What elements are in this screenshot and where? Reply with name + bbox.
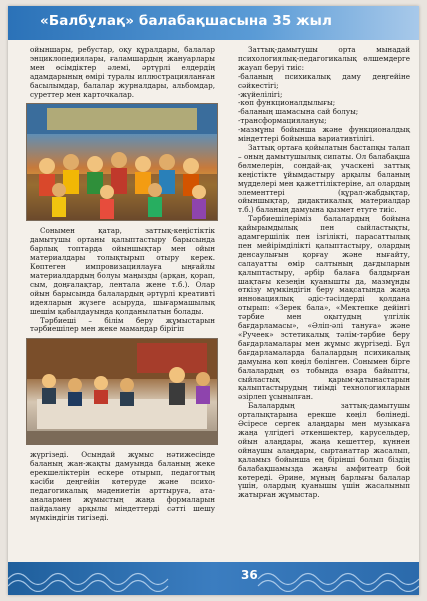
list-item: -трансформациялануы; — [238, 116, 327, 126]
left-paragraph-4: жүргізеді. Осындай жұмыс нәтижесінде баланың жан-жақты дамуында баланың жеке ерекшеліктерін ескере отырып, педагогтың кәсіби деңгейін көтеруде және психо-педагогикалық мәдениетін арттыруға, ата-аналармен жұмыстың жаңа формаларын пайдалану арқылы міндеттерді сәтті шешу мүмкіндігін тигізеді. — [30, 450, 215, 522]
right-paragraph-2: Заттық ортаға қойылатын бастапқы талап – оның дамытушылық сипаты. Ол балабақша бөлмелерін, сондай-ақ учаскені заттық кеңістікте ұйымдастыру арқылы баланың мүдделері мен қажеттіліктеріне, ал олардың элементтері (құрал-жабдықтар, ойыншықтар, дидактикалық материалдар т.б.) баланың дамуына қызмет етуге тиіс. — [238, 142, 410, 215]
page-number: 36 — [241, 568, 258, 582]
photo-children-table — [26, 338, 218, 445]
photo-children-stage — [26, 103, 218, 221]
left-paragraph-1: ойыншары, ребустар, оқу құралдары, балалар энциклопедиялары, ғаламшардың жануарлары мен өсімдіктер әлемі, әртүрлі елдердің адамдарының өмірі туралы иллюстрацияланған басылымдар, балалар журналдары, альбомдар, суреттер мен карточкалар. — [30, 45, 215, 99]
list-item: -мазмұны бойынша және функционалдық міндеттері бойынша вариативтілігі. — [238, 125, 410, 144]
list-item: -баланың психикалық даму деңгейіне сәйкестігі; — [238, 71, 410, 90]
ornament-pattern — [8, 566, 419, 592]
right-paragraph-1: Заттық-дамытушы орта мынадай психологиялық-педагогикалық өлшемдерге жауап беруі тиіс: — [238, 45, 410, 72]
right-column — [238, 46, 410, 500]
left-paragraph-3: Тәрбиеші – білім беру жұмыстарын тәрбиешілер мен жеке мамандар бірігіп — [30, 315, 215, 334]
list-item: -баланың шамасына сай болуы; — [238, 107, 359, 117]
page-title: «Балбұлақ» балабақшасына 35 жыл — [40, 13, 332, 29]
left-column — [30, 46, 215, 523]
right-paragraph-4: Балалардың заттық-дамытушы орталықтарына ерекше көңіл бөлінеді. Әсіресе сергек алаңдары мен музыкаға жаңа үлгідегі әткеншектер, карусельдер, ойын алаңдары, жаңа кешеттер, күннен ойнаушы алаңдары, сыртанаттар жасалып, қаламыз бойынша ең бірінші болып біздің балабақшамызда жаңғы амфитеатр бой көтереді. Әрине, мұның барлығы балалар үшін, олардың қуанышы үшін жасалынып жатырған жұмыстар. — [238, 401, 410, 500]
list-item: -жүйелілігі; — [238, 89, 283, 99]
right-paragraph-3: Тәрбиешілеріміз балалардың бойына қайырымдылық пен сыйластықты, адамгершілік пен ізгілікті, парасаттылық пен мейірімділікті қалыптастыру, олардың денсаулығын қорғау және нығайту, салауатты өмір салтының дағдыларын қалыптастыру, әрбір балаға балдырған шақтағы кезеңін қуанышты да, мазмұнды өткізу мүмкіндігін беру мақсатында жаңа инновациялық әдіс-тәсілдерді қолдана отырып: «Зерек бала», «Мектепке дейінгі тәрбие мен оқытудың үлгілік бағдарламасы», «Әліп-әлі тануға» және «Ручеек» эстетикалық тәлім-тәрбие беру бағдарламалары мен жұмыс жүргізеді. Бұл бағдарламаларда балалардың психикалық дамуына көп көңіл бөлінген. Сонымен бірге балалардың өз тобында өзара байыпты, сыйластық қарым-қатынастарын қалыптастырудың тиімді технологияларын әзірлеп ұсынылған. — [238, 214, 410, 402]
magazine-page — [8, 6, 419, 595]
left-paragraph-2: Сонымен қатар, заттық-кеңістіктік дамытушы ортаны қалыптастыру барысында барлық топтарда ойыншықтар мен ойын материалдары толықтырып отыру керек. Көптеген импровизациялауға ыңғайлы материалдардың болуы маңызды (арқан, қорап, сым, доңғалақтар, лентала жене т.б.). Олар ойын барысында балалардың әртүрлі креативті идеяларын жүзеге асыруда, шығармашылық шешім қабылдауында қолданылатын болады. — [30, 226, 215, 316]
footer-band — [8, 562, 419, 595]
list-item: -көп функционалдылығы; — [238, 98, 336, 108]
